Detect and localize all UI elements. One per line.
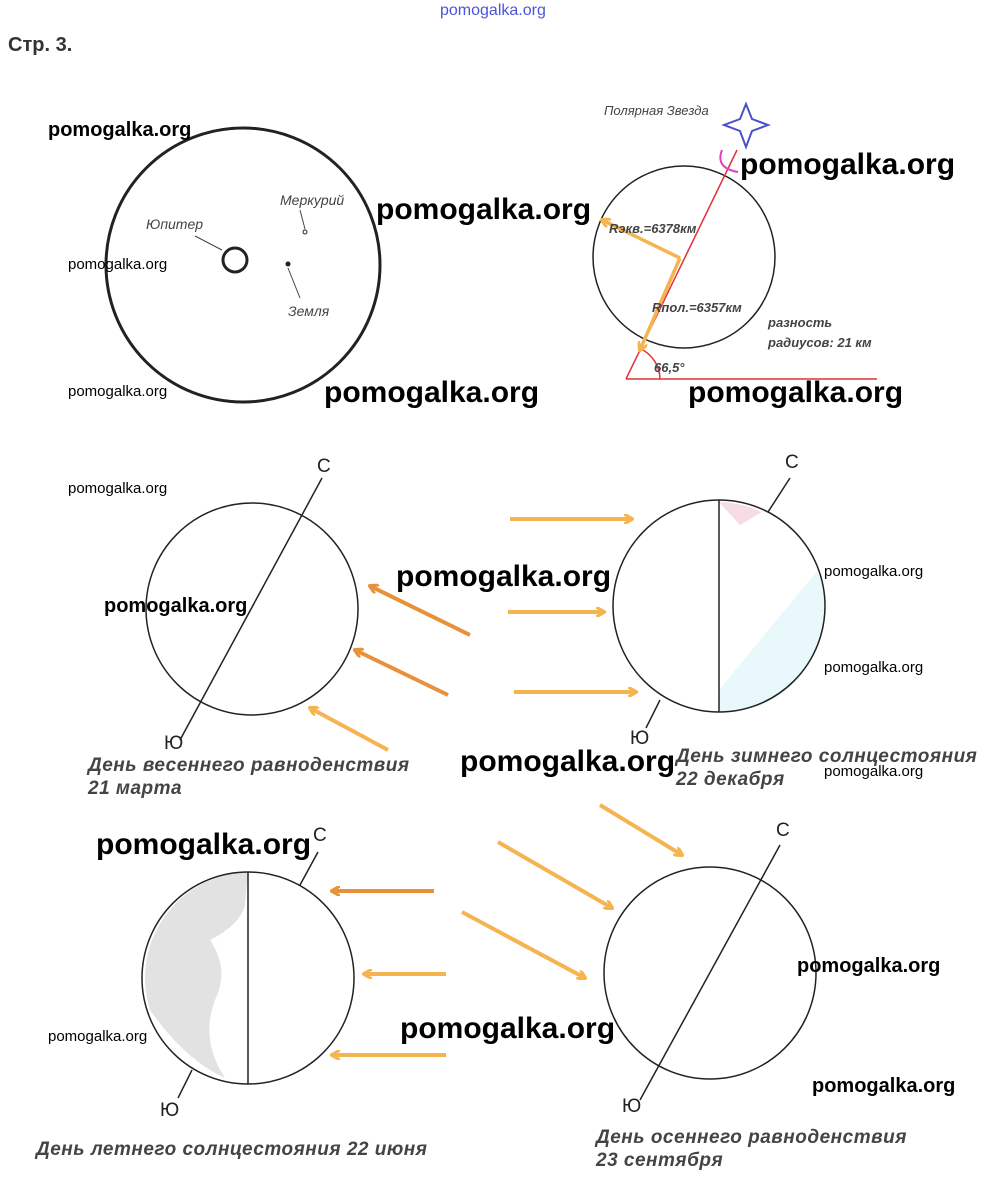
autumn-north-label: С xyxy=(776,820,790,841)
autumn-caption-line2: 23 сентября xyxy=(596,1150,724,1171)
spring-caption-line2: 21 марта xyxy=(88,778,183,799)
spring-north-label: С xyxy=(317,456,331,477)
autumn-axis xyxy=(640,845,780,1100)
winter-caption-line2: 22 декабря xyxy=(676,769,785,790)
watermark: pomogalka.org xyxy=(812,1075,956,1097)
mercury-pointer xyxy=(300,210,305,229)
summer-caption: День летнего солнцестояния 22 июня xyxy=(36,1139,428,1160)
watermark: pomogalka.org xyxy=(400,1012,616,1045)
earth-radius-circle xyxy=(593,166,775,348)
watermark: pomogalka.org xyxy=(824,763,924,780)
earth-pointer xyxy=(288,268,300,298)
watermark: pomogalka.org xyxy=(824,659,924,676)
winter-axis-bottom xyxy=(646,700,660,728)
polar-radius-label: Rпол.=6357км xyxy=(652,300,742,315)
summer-north-label: С xyxy=(313,825,327,846)
ray-arrow xyxy=(310,708,388,750)
ray-arrow xyxy=(600,805,682,855)
jupiter-label: Юпитер xyxy=(146,216,204,232)
jupiter-planet xyxy=(223,248,247,272)
jupiter-pointer xyxy=(195,236,222,250)
radius-difference-line1: разность xyxy=(768,315,833,330)
spring-south-label: Ю xyxy=(164,733,184,754)
watermark: pomogalka.org xyxy=(376,193,592,226)
watermark: pomogalka.org xyxy=(48,119,192,141)
watermark: pomogalka.org xyxy=(96,828,312,861)
polaris-label: Полярная Звезда xyxy=(604,103,709,118)
spring-caption xyxy=(88,754,410,800)
angle-label: 66,5° xyxy=(654,360,685,375)
watermark: pomogalka.org xyxy=(68,383,168,400)
winter-pink-cap xyxy=(719,502,762,525)
watermark: pomogalka.org xyxy=(104,595,248,617)
autumn-caption-line1: День осеннего равноденствия xyxy=(596,1127,907,1148)
polaris-star-icon xyxy=(724,104,768,147)
watermark: pomogalka.org xyxy=(460,745,676,778)
earth-label: Земля xyxy=(288,303,330,319)
watermark: pomogalka.org xyxy=(68,256,168,273)
equatorial-radius-label: Rэкв.=6378км xyxy=(609,221,697,236)
winter-axis-top xyxy=(768,478,790,512)
ray-arrow xyxy=(462,912,585,978)
watermark: pomogalka.org xyxy=(396,560,612,593)
spring-caption-line1: День весеннего равноденствия xyxy=(88,755,410,776)
watermark: pomogalka.org xyxy=(688,376,904,409)
autumn-caption xyxy=(596,1126,907,1172)
watermark: pomogalka.org xyxy=(68,480,168,497)
winter-south-label: Ю xyxy=(630,728,650,749)
summer-axis-bottom xyxy=(178,1070,192,1098)
watermark: pomogalka.org xyxy=(324,376,540,409)
watermark: pomogalka.org xyxy=(48,1028,148,1045)
summer-shadow-region xyxy=(145,872,248,1078)
mercury-planet xyxy=(303,230,307,234)
ray-arrow xyxy=(355,650,448,695)
autumn-south-label: Ю xyxy=(622,1096,642,1117)
summer-south-label: Ю xyxy=(160,1100,180,1121)
radius-difference-line2: радиусов: 21 км xyxy=(768,335,872,350)
watermark: pomogalka.org xyxy=(824,563,924,580)
page-label: Стр. 3. xyxy=(8,34,73,56)
winter-north-label: С xyxy=(785,452,799,473)
watermark: pomogalka.org xyxy=(797,955,941,977)
ray-arrow xyxy=(498,842,612,908)
mercury-label: Меркурий xyxy=(280,192,345,208)
earth-planet xyxy=(286,262,291,267)
winter-caption-line1: День зимнего солнцестояния xyxy=(676,746,978,767)
watermark: pomogalka.org xyxy=(740,148,956,181)
site-header-link[interactable]: pomogalka.org xyxy=(440,2,546,19)
winter-light-region xyxy=(719,570,825,712)
